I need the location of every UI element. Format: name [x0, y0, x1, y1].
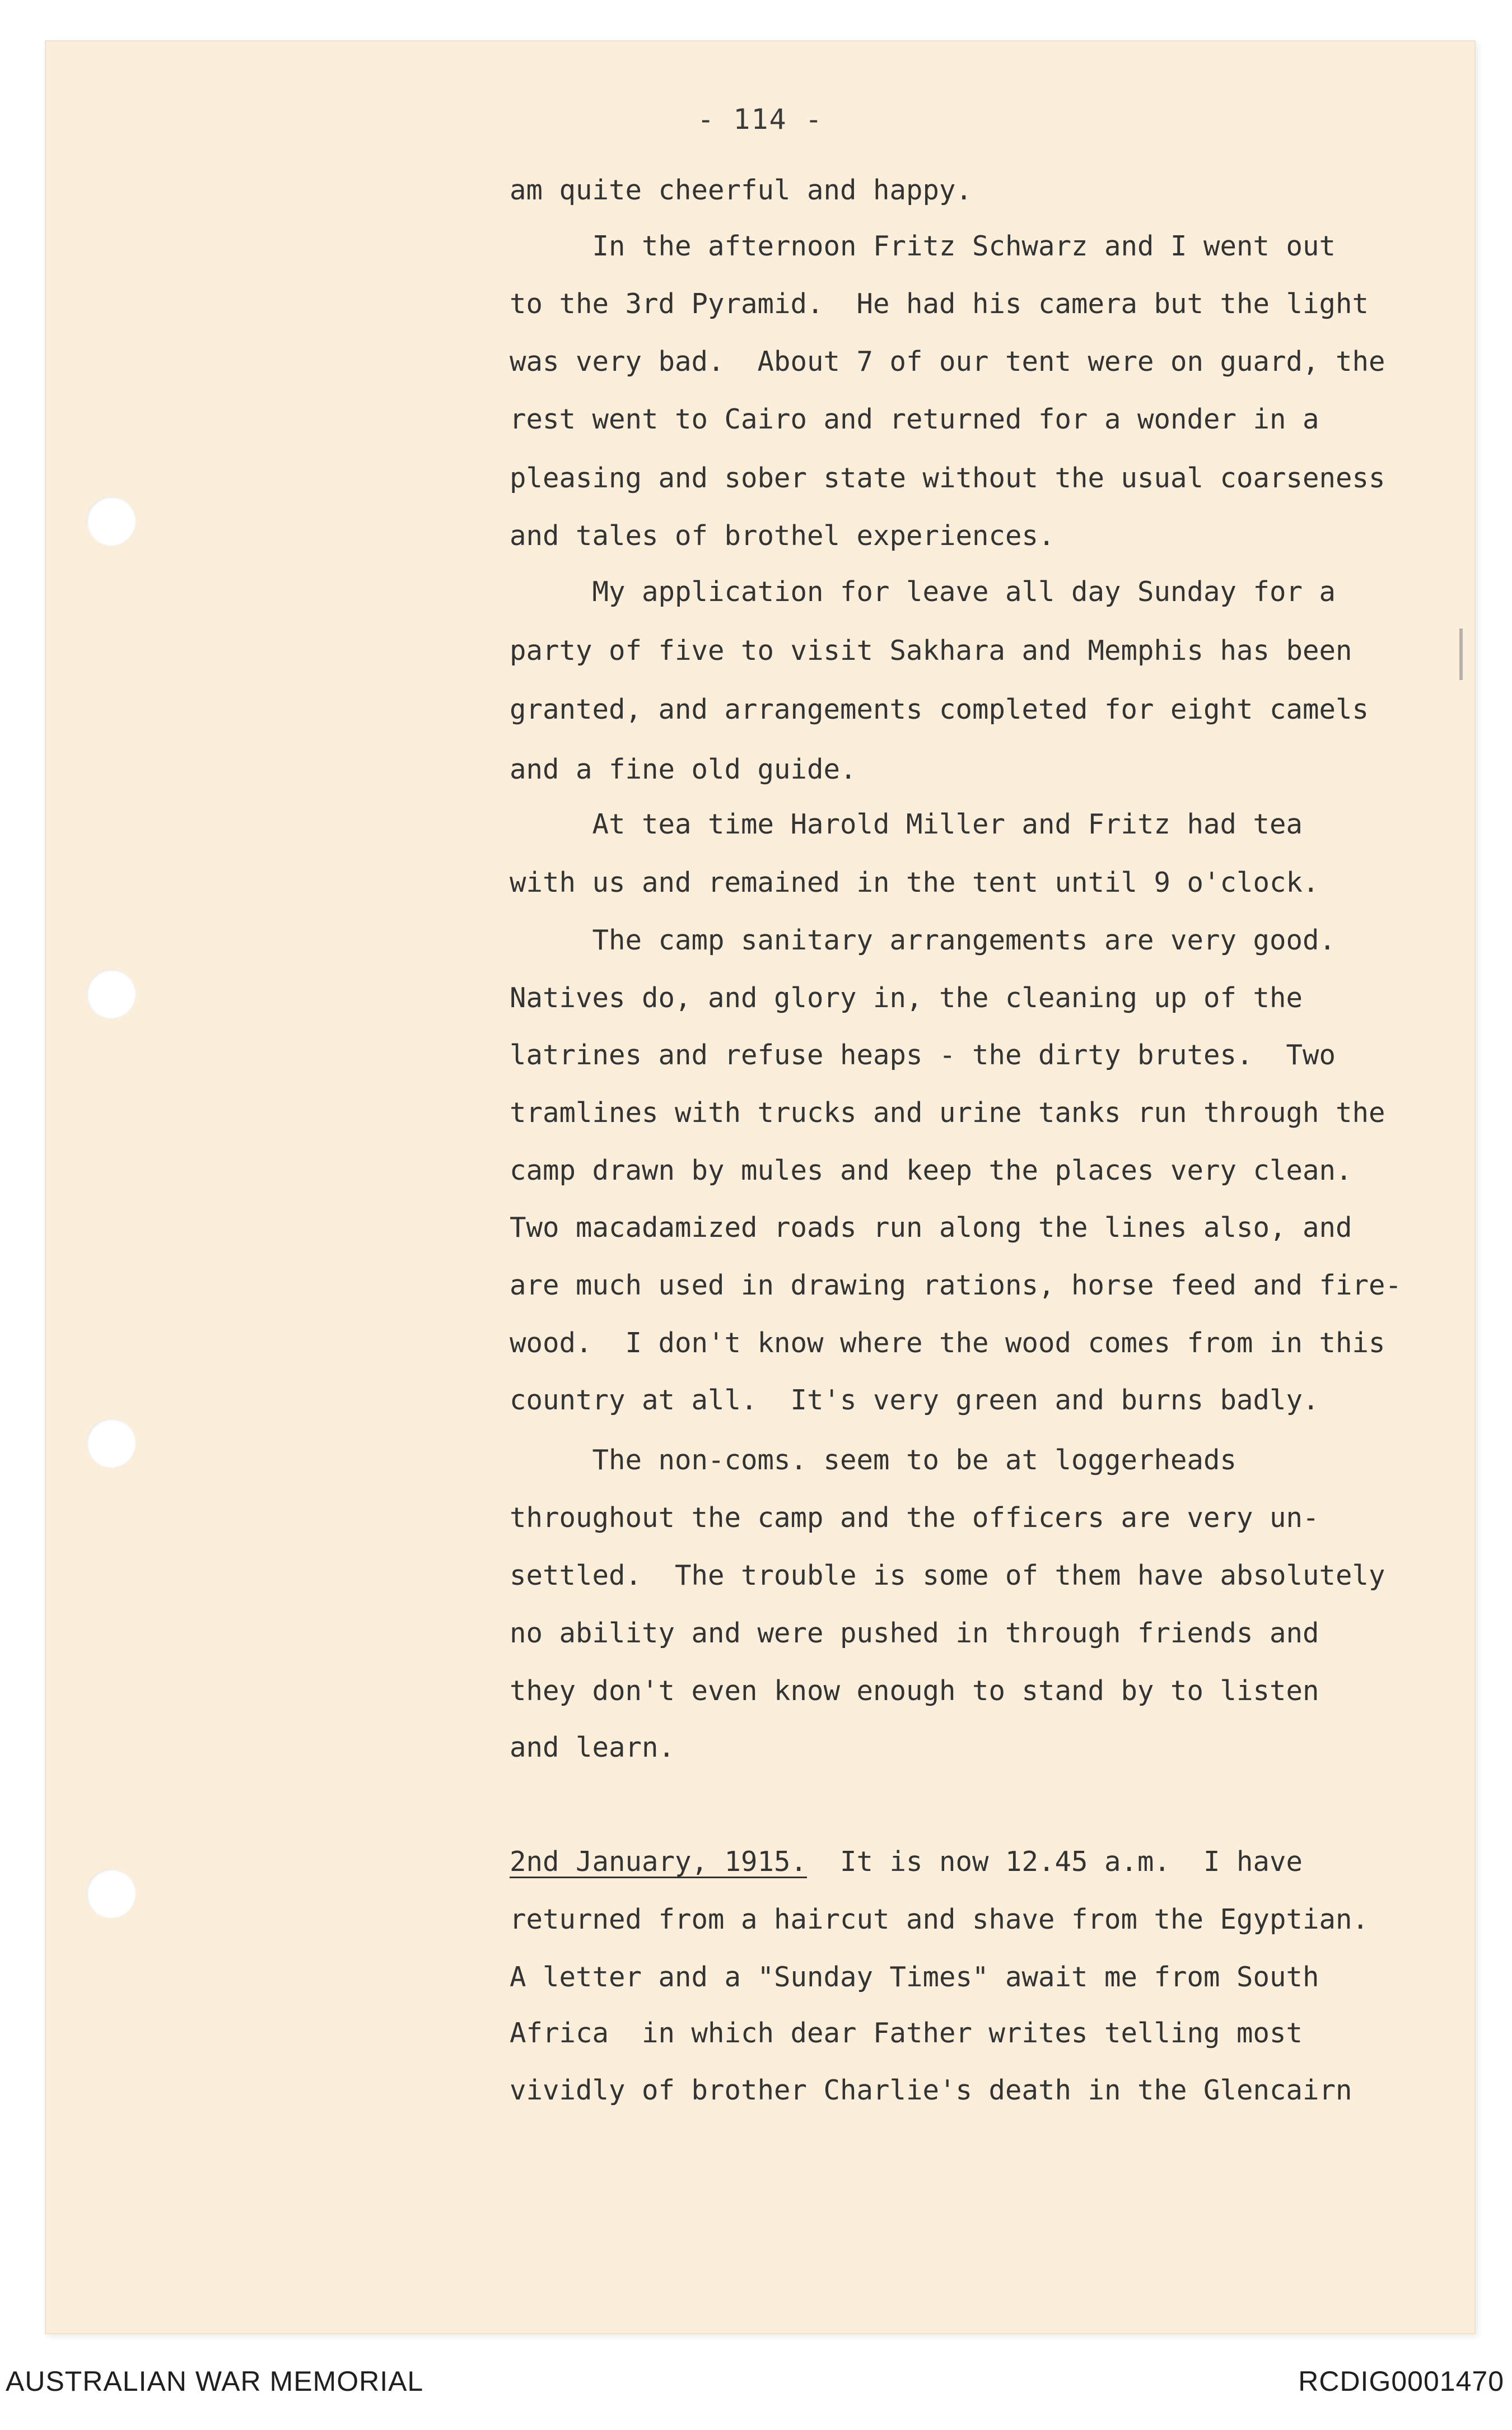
text-line: The non-coms. seem to be at loggerheads — [510, 1444, 1237, 1476]
page-number: - 114 - — [697, 103, 823, 136]
text-line: and a fine old guide. — [510, 753, 857, 785]
punch-hole-3 — [86, 1418, 136, 1468]
text-line: camp drawn by mules and keep the places very clean. — [510, 1155, 1352, 1186]
text-line: The camp sanitary arrangements are very good. — [510, 924, 1336, 956]
text-line: At tea time Harold Miller and Fritz had tea — [510, 808, 1303, 840]
text-line: and tales of brothel experiences. — [510, 520, 1055, 552]
footer-institution: AUSTRALIAN WAR MEMORIAL — [6, 2366, 424, 2397]
text-line: In the afternoon Fritz Schwarz and I went out — [510, 230, 1336, 262]
text-line: they don't even know enough to stand by to listen — [510, 1675, 1319, 1707]
document-page — [45, 40, 1476, 2334]
text-line: Africa in which dear Father writes telling most — [510, 2017, 1303, 2049]
text-line: returned from a haircut and shave from the Egyptian. — [510, 1903, 1369, 1935]
punch-hole-2 — [86, 969, 136, 1018]
text-line: throughout the camp and the officers are very un- — [510, 1502, 1319, 1534]
text-line: was very bad. About 7 of our tent were on guard, the — [510, 346, 1385, 378]
text-line: latrines and refuse heaps - the dirty brutes. Two — [510, 1039, 1336, 1071]
entry-date: 2nd January, 1915. — [510, 1846, 808, 1878]
text-line: A letter and a "Sunday Times" await me from South — [510, 1961, 1319, 1993]
text-line: wood. I don't know where the wood comes from in this — [510, 1327, 1385, 1359]
text-line: granted, and arrangements completed for eight camels — [510, 693, 1369, 725]
text-line: tramlines with trucks and urine tanks run through the — [510, 1097, 1385, 1129]
entry-first-line: It is now 12.45 a.m. I have — [807, 1846, 1303, 1878]
footer-item-id: RCDIG0001470 — [1298, 2366, 1504, 2397]
text-line: with us and remained in the tent until 9 o'clock. — [510, 867, 1319, 899]
text-line: My application for leave all day Sunday for a — [510, 576, 1336, 608]
text-line: rest went to Cairo and returned for a wonder in a — [510, 403, 1319, 435]
text-line: no ability and were pushed in through friends and — [510, 1617, 1319, 1649]
text-line: settled. The trouble is some of them have absolutely — [510, 1560, 1385, 1591]
punch-hole-4 — [86, 1869, 136, 1918]
text-line: Two macadamized roads run along the lines also, and — [510, 1212, 1352, 1244]
text-line: vividly of brother Charlie's death in the Glencairn — [510, 2074, 1352, 2106]
diary-entry-heading — [510, 1845, 1303, 1879]
text-line: party of five to visit Sakhara and Memphis has been — [510, 635, 1352, 667]
text-line: to the 3rd Pyramid. He had his camera but the light — [510, 288, 1369, 320]
text-line: Natives do, and glory in, the cleaning up of the — [510, 982, 1303, 1014]
text-line: and learn. — [510, 1731, 675, 1763]
punch-hole-1 — [86, 496, 136, 546]
typescript-body — [510, 40, 1512, 2106]
text-line: country at all. It's very green and burns badly. — [510, 1384, 1319, 1416]
text-line: are much used in drawing rations, horse feed and fire- — [510, 1269, 1402, 1301]
text-line: pleasing and sober state without the usual coarseness — [510, 462, 1385, 494]
text-line: am quite cheerful and happy. — [510, 174, 973, 206]
